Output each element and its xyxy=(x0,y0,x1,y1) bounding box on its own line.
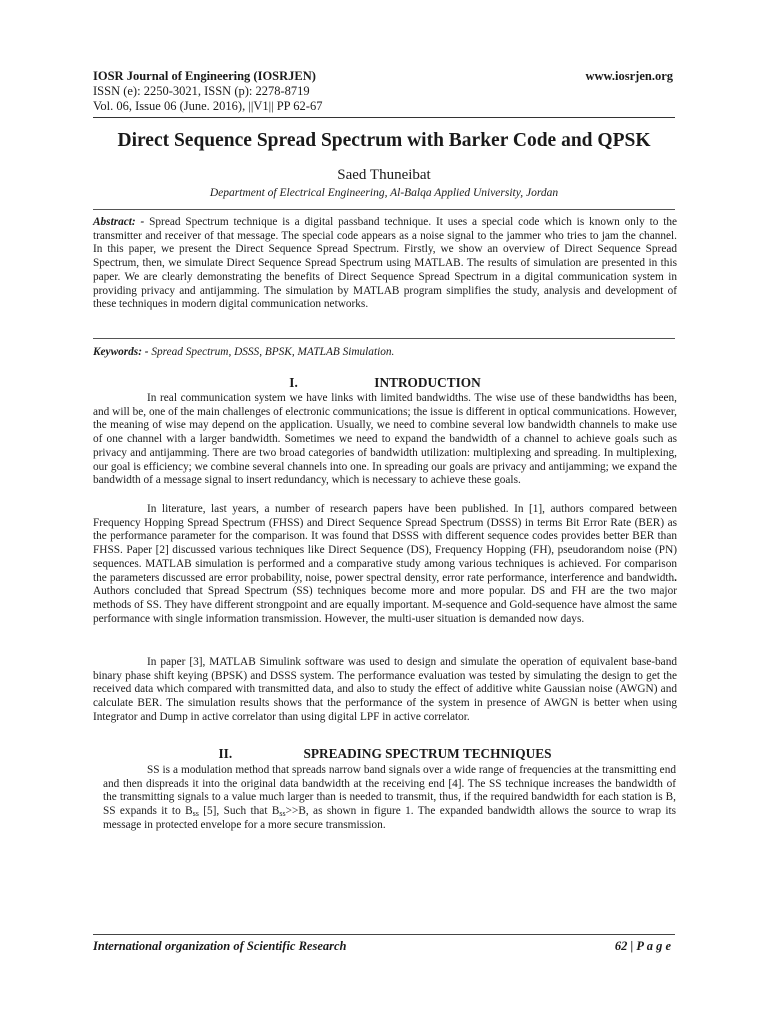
keywords-block xyxy=(93,346,677,358)
paper-author: Saed Thuneibat xyxy=(337,167,431,183)
section-2-heading xyxy=(93,746,677,762)
volume-line: Vol. 06, Issue 06 (June. 2016), ||V1|| PP 62-67 xyxy=(93,99,323,113)
intro-paragraph-3: In paper [3], MATLAB Simulink software was used to design and simulate the operation of equivalent base-band binary phase shift keying (BPSK) and DSSS system. The performance evaluation was tested by simulating the design to get the received data which compared with transmitted data, and also to study the effect of additive white Gaussian noise (AWGN) and calculate BER. The simulation results shows that the performance of the system in presence of AWGN is better when using Integrator and Dump in active correlator than using digital LPF in active correlator. xyxy=(93,656,677,723)
section-2-title: SPREADING SPECTRUM TECHNIQUES xyxy=(303,746,552,761)
header-divider xyxy=(93,117,675,118)
footer-divider xyxy=(93,934,675,935)
footer-organization: International organization of Scientific Research xyxy=(93,939,347,953)
journal-website: www.iosrjen.org xyxy=(585,69,673,83)
page-number: 62 | P a g e xyxy=(614,939,671,953)
ss-paragraph-part-b: [5], Such that B xyxy=(198,805,280,818)
intro-paragraph-2-bold-dot: . xyxy=(674,571,677,584)
paper-title: Direct Sequence Spread Spectrum with Barker Code and QPSK xyxy=(117,130,651,151)
section-2-number: II. xyxy=(218,746,233,761)
abstract-label: Abstract: - xyxy=(93,216,145,228)
intro-paragraph-1: In real communication system we have links with limited bandwidths. The wise use of these bandwidths has been, and will be, one of the main challenges of electronic communications; the issue is different in optical communications. However, the meaning of wise may depend on the application. Usually, we need to combine several low bandwidth channels to make use of one channel with a larger bandwidth. Sometimes we need to expand the bandwidth of a channel to achieve goals such as privacy and antijamming. There are two broad categories of bandwidth utilization: multiplexing and spreading. In multiplexing, our goal is efficiency; we combine several channels into one. In spreading our goals are privacy and antijamming; we expand the bandwidth of a message signal to insert redundancy, which is necessary to achieve these goals. xyxy=(93,392,677,487)
section-1-number: I. xyxy=(289,375,298,390)
spread-spectrum-paragraph xyxy=(103,764,676,833)
intro-paragraph-2-part-a: In literature, last years, a number of research papers have been published. In [1], authors compared between Frequency Hopping Spread Spectrum (FHSS) and Direct Sequence Spread Spectrum (DSSS) in terms Bit Error Rate (BER) as the performance parameter for the comparison. It was found that DSSS with different sequence codes provides better BER than FHSS. Paper [2] discussed various techniques like Direct Sequence (DS), Frequency Hopping (FH), pseudorandom noise (PN) sequences. MATLAB simulation is performed and a comparative study among various techniques is achieved. For comparison the parameters discussed are error probability, noise, power spectral density, error rate performance, interference and bandwidth xyxy=(93,503,677,584)
keywords-text: Spread Spectrum, DSSS, BPSK, MATLAB Simulation. xyxy=(151,346,395,358)
abstract-bottom-divider xyxy=(93,338,675,339)
section-1-heading xyxy=(93,375,677,391)
subscript-ss-2: ss xyxy=(279,809,286,819)
intro-paragraph-2 xyxy=(93,503,677,626)
ss-paragraph-part-c: >>B, as shown in figure 1. The expanded bandwidth allows the source to wrap its message in protected envelope for a more secure transmission. xyxy=(103,805,676,831)
journal-name: IOSR Journal of Engineering (IOSRJEN) xyxy=(93,69,316,83)
author-affiliation: Department of Electrical Engineering, Al-Balqa Applied University, Jordan xyxy=(209,187,559,199)
abstract-text: Spread Spectrum technique is a digital passband technique. It uses a special code which is known only to the transmitter and receiver of that message. The special code appears as a noise signal to the jammer who tries to jam the channel. In this paper, we present the Direct Sequence Spread Spectrum. Firstly, we show an overview of Direct Sequence Spread Spectrum, then, we simulate Direct Sequence Spread Spectrum using MATLAB. The results of simulation are presented in this paper. We are clearly demonstrating the benefits of Direct Sequence Spread Spectrum in a digital communication system in providing privacy and antijamming. The simulation by MATLAB program simplifies the study, analysis and development of these techniques in modern digital communication networks. xyxy=(93,216,677,311)
abstract-top-divider xyxy=(93,209,675,210)
ss-paragraph-part-a: SS is a modulation method that spreads narrow band signals over a wide range of frequencies at the transmitting end and then dispreads it into the original data bandwidth at the receiving end [4]. The SS technique increases the bandwidth of the transmitting signals to a value much larger than is needed to transmit, thus, if the required bandwidth for each station is B, SS expands it to B xyxy=(103,764,676,818)
issn-line: ISSN (e): 2250-3021, ISSN (p): 2278-8719 xyxy=(93,84,310,98)
intro-paragraph-2-part-b: Authors concluded that Spread Spectrum (SS) techniques become more and more popular. DS and FH are the two major methods of SS. They have different strongpoint and are equally important. M-sequence and Gold-sequence have almost the same performance with single information transmission. However, the multi-user situation is demanded now days. xyxy=(93,585,677,625)
abstract-block xyxy=(93,216,677,312)
keywords-label: Keywords: - xyxy=(93,346,149,358)
section-1-title: INTRODUCTION xyxy=(374,375,481,390)
subscript-ss-1: ss xyxy=(192,809,199,819)
